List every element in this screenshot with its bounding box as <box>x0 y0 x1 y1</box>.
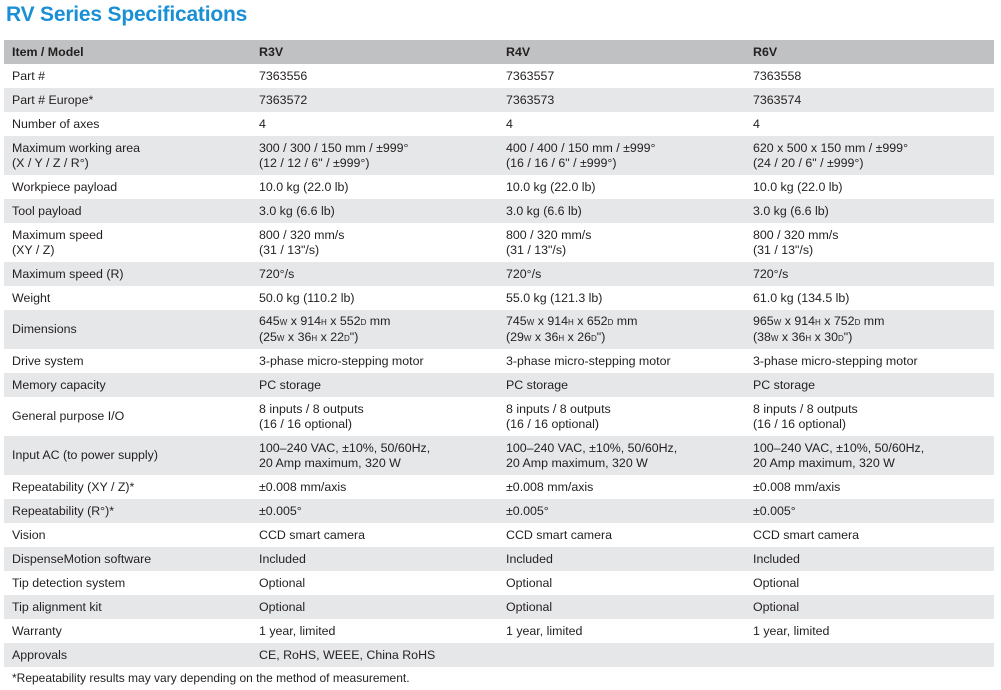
cell-line: 7363557 <box>506 68 555 83</box>
table-body <box>4 64 994 667</box>
cell-r3v <box>251 480 498 495</box>
row-label <box>4 528 251 543</box>
table-header-row <box>4 40 994 64</box>
table-row <box>4 175 994 199</box>
cell-line: (25W x 36H x 22D") <box>259 329 359 344</box>
cell-line: 3-phase micro-stepping motor <box>506 353 671 368</box>
cell-line: (31 / 13"/s) <box>753 242 814 257</box>
cell-line: Workpiece payload <box>12 179 118 194</box>
cell-line: 3-phase micro-stepping motor <box>259 353 424 368</box>
table-row <box>4 619 994 643</box>
cell-r6v <box>745 93 994 108</box>
header-item-model: Item / Model <box>12 44 84 59</box>
cell-line: ±0.005° <box>506 503 549 518</box>
row-label <box>4 378 251 393</box>
cell-line: 645W x 914H x 552D mm <box>259 313 391 328</box>
cell-r3v <box>251 378 498 393</box>
cell-line: Tool payload <box>12 203 82 218</box>
table-row <box>4 286 994 310</box>
cell-line: 1 year, limited <box>259 623 336 638</box>
row-label <box>4 69 251 84</box>
cell-r3v <box>251 69 498 84</box>
cell-line: Number of axes <box>12 116 100 131</box>
cell-line: ±0.008 mm/axis <box>506 479 594 494</box>
cell-line: 55.0 kg (121.3 lb) <box>506 290 603 305</box>
cell-line: Optional <box>753 575 800 590</box>
cell-line: 620 x 500 x 150 mm / ±999° <box>753 140 909 155</box>
cell-r6v <box>745 576 994 591</box>
cell-line: 3.0 kg (6.6 lb) <box>259 203 335 218</box>
cell-r6v <box>745 117 994 132</box>
row-label <box>4 322 251 337</box>
cell-line: Optional <box>259 599 306 614</box>
cell-line: Maximum working area <box>12 140 141 155</box>
table-row <box>4 436 994 475</box>
cell-line: PC storage <box>259 377 321 392</box>
cell-line: 7363574 <box>753 92 802 107</box>
cell-line: Maximum speed <box>12 227 103 242</box>
row-label <box>4 228 251 258</box>
cell-r4v <box>498 354 745 369</box>
header-r3v: R3V <box>259 44 284 59</box>
cell-r3v <box>251 141 498 171</box>
cell-line: Part # Europe* <box>12 92 94 107</box>
cell-line: 100–240 VAC, ±10%, 50/60Hz, <box>506 440 678 455</box>
row-label <box>4 409 251 424</box>
cell-line: PC storage <box>753 377 815 392</box>
cell-line: Input AC (to power supply) <box>12 448 159 462</box>
cell-r4v <box>498 552 745 567</box>
table-row <box>4 595 994 619</box>
cell-r4v <box>498 69 745 84</box>
row-label <box>4 480 251 495</box>
cell-line: 50.0 kg (110.2 lb) <box>259 290 355 305</box>
cell-line: 20 Amp maximum, 320 W <box>259 455 401 470</box>
cell-line: Memory capacity <box>12 377 106 392</box>
cell-r3v <box>251 624 498 639</box>
cell-line: (16 / 16 optional) <box>506 416 599 431</box>
cell-line: Included <box>259 551 306 566</box>
cell-r4v <box>498 600 745 615</box>
cell-line: 400 / 400 / 150 mm / ±999° <box>506 140 656 155</box>
cell-line: 4 <box>506 116 513 131</box>
cell-line: Optional <box>506 599 553 614</box>
cell-r6v <box>745 204 994 219</box>
cell-r4v <box>498 441 745 471</box>
cell-r3v <box>251 402 498 432</box>
cell-line: 800 / 320 mm/s <box>259 227 345 242</box>
row-label <box>4 267 251 282</box>
cell-line: DispenseMotion software <box>12 551 152 566</box>
cell-r6v <box>745 69 994 84</box>
cell-line: 20 Amp maximum, 320 W <box>506 455 648 470</box>
table-row <box>4 112 994 136</box>
row-label <box>4 600 251 615</box>
cell-r6v <box>745 354 994 369</box>
cell-line: (12 / 12 / 6" / ±999°) <box>259 155 370 170</box>
footnote: *Repeatability results may vary depending on the method of measurement. <box>12 671 410 685</box>
cell-r3v <box>251 228 498 258</box>
table-row <box>4 310 994 349</box>
cell-line: (31 / 13"/s) <box>506 242 567 257</box>
cell-line: 7363556 <box>259 68 308 83</box>
cell-line: 300 / 300 / 150 mm / ±999° <box>259 140 409 155</box>
cell-line: Included <box>753 551 800 566</box>
cell-line: 720°/s <box>506 266 542 281</box>
cell-r3v <box>251 354 498 369</box>
cell-line: 61.0 kg (134.5 lb) <box>753 290 850 305</box>
cell-r4v <box>498 141 745 171</box>
cell-line: (24 / 20 / 6" / ±999°) <box>753 155 864 170</box>
table-row <box>4 547 994 571</box>
cell-r3v <box>251 314 498 346</box>
cell-line: Approvals <box>12 647 68 662</box>
cell-line: Included <box>506 551 553 566</box>
cell-r6v <box>745 141 994 171</box>
cell-r6v <box>745 180 994 195</box>
cell-line: CCD smart camera <box>259 527 366 542</box>
cell-line: ±0.008 mm/axis <box>753 479 841 494</box>
table-row <box>4 136 994 175</box>
cell-line: (31 / 13"/s) <box>259 242 320 257</box>
row-label <box>4 624 251 639</box>
header-r6v: R6V <box>753 44 778 59</box>
cell-line: 10.0 kg (22.0 lb) <box>753 179 843 194</box>
cell-r6v <box>745 314 994 346</box>
cell-r6v <box>745 504 994 519</box>
cell-r3v <box>251 528 498 543</box>
cell-r3v <box>251 552 498 567</box>
cell-line: 720°/s <box>753 266 789 281</box>
cell-r3v <box>251 204 498 219</box>
spec-table <box>4 40 994 667</box>
cell-line: 800 / 320 mm/s <box>753 227 839 242</box>
cell-line: Warranty <box>12 623 62 638</box>
cell-line: CE, RoHS, WEEE, China RoHS <box>259 647 436 662</box>
table-row <box>4 643 994 667</box>
cell-r4v <box>498 228 745 258</box>
cell-line: (38W x 36H x 30D") <box>753 329 853 344</box>
cell-line: (16 / 16 optional) <box>259 416 352 431</box>
cell-line: ±0.005° <box>259 503 302 518</box>
cell-line: 7363572 <box>259 92 308 107</box>
table-row <box>4 571 994 595</box>
cell-r4v <box>498 204 745 219</box>
cell-r3v <box>251 648 498 663</box>
cell-line: 3-phase micro-stepping motor <box>753 353 918 368</box>
cell-line: (16 / 16 / 6" / ±999°) <box>506 155 617 170</box>
cell-r6v <box>745 378 994 393</box>
cell-line: 10.0 kg (22.0 lb) <box>259 179 349 194</box>
cell-r6v <box>745 402 994 432</box>
cell-r4v <box>498 504 745 519</box>
cell-line: ±0.008 mm/axis <box>259 479 347 494</box>
cell-line: 3.0 kg (6.6 lb) <box>753 203 829 218</box>
row-label <box>4 504 251 519</box>
row-label <box>4 552 251 567</box>
cell-line: General purpose I/O <box>12 409 125 423</box>
cell-line: Weight <box>12 290 51 305</box>
cell-r3v <box>251 600 498 615</box>
row-label <box>4 204 251 219</box>
cell-line: ±0.005° <box>753 503 796 518</box>
cell-r3v <box>251 93 498 108</box>
cell-r6v <box>745 480 994 495</box>
cell-line: 800 / 320 mm/s <box>506 227 592 242</box>
cell-line: Vision <box>12 527 46 542</box>
cell-r4v <box>498 117 745 132</box>
cell-line: 720°/s <box>259 266 295 281</box>
cell-r3v <box>251 504 498 519</box>
cell-line: PC storage <box>506 377 568 392</box>
cell-r6v <box>745 600 994 615</box>
table-row <box>4 88 994 112</box>
cell-line: Maximum speed (R) <box>12 266 124 281</box>
cell-line: 8 inputs / 8 outputs <box>753 401 858 416</box>
cell-line: 745W x 914H x 652D mm <box>506 313 638 328</box>
cell-r6v <box>745 228 994 258</box>
cell-r6v <box>745 291 994 306</box>
table-row <box>4 499 994 523</box>
cell-r3v <box>251 441 498 471</box>
cell-line: Optional <box>506 575 553 590</box>
row-label <box>4 291 251 306</box>
cell-line: Optional <box>259 575 306 590</box>
cell-line: 20 Amp maximum, 320 W <box>753 455 895 470</box>
row-label <box>4 648 251 663</box>
table-row <box>4 523 994 547</box>
cell-line: 965W x 914H x 752D mm <box>753 313 885 328</box>
cell-line: Optional <box>753 599 800 614</box>
cell-r4v <box>498 378 745 393</box>
row-label <box>4 141 251 171</box>
table-row <box>4 373 994 397</box>
page-title: RV Series Specifications <box>6 3 248 26</box>
table-row <box>4 262 994 286</box>
cell-line: (X / Y / Z / R°) <box>12 155 89 170</box>
cell-line: CCD smart camera <box>506 527 613 542</box>
table-row <box>4 64 994 88</box>
cell-line: 1 year, limited <box>753 623 830 638</box>
cell-r4v <box>498 291 745 306</box>
cell-line: 4 <box>753 116 760 131</box>
cell-r6v <box>745 528 994 543</box>
table-row <box>4 349 994 373</box>
cell-line: (29W x 36H x 26D") <box>506 329 606 344</box>
cell-r3v <box>251 576 498 591</box>
cell-r3v <box>251 117 498 132</box>
cell-r3v <box>251 291 498 306</box>
cell-r4v <box>498 624 745 639</box>
cell-line: Part # <box>12 68 46 83</box>
cell-line: 4 <box>259 116 266 131</box>
cell-r4v <box>498 314 745 346</box>
row-label <box>4 576 251 591</box>
cell-line: 8 inputs / 8 outputs <box>259 401 364 416</box>
row-label <box>4 448 251 463</box>
cell-line: (XY / Z) <box>12 242 55 257</box>
table-row <box>4 199 994 223</box>
cell-line: Tip detection system <box>12 575 126 590</box>
table-row <box>4 223 994 262</box>
cell-r4v <box>498 480 745 495</box>
cell-line: 1 year, limited <box>506 623 583 638</box>
cell-r4v <box>498 93 745 108</box>
table-row <box>4 475 994 499</box>
cell-line: Dimensions <box>12 322 77 336</box>
cell-r6v <box>745 624 994 639</box>
cell-line: 7363558 <box>753 68 802 83</box>
row-label <box>4 117 251 132</box>
cell-line: 3.0 kg (6.6 lb) <box>506 203 582 218</box>
cell-r6v <box>745 441 994 471</box>
cell-line: 7363573 <box>506 92 555 107</box>
cell-line: Repeatability (R°)* <box>12 503 115 518</box>
cell-line: CCD smart camera <box>753 527 860 542</box>
cell-line: Repeatability (XY / Z)* <box>12 479 135 494</box>
header-r4v: R4V <box>506 44 531 59</box>
cell-r4v <box>498 576 745 591</box>
row-label <box>4 180 251 195</box>
cell-line: 100–240 VAC, ±10%, 50/60Hz, <box>259 440 431 455</box>
cell-r4v <box>498 402 745 432</box>
cell-line: 100–240 VAC, ±10%, 50/60Hz, <box>753 440 925 455</box>
cell-r4v <box>498 528 745 543</box>
cell-r4v <box>498 267 745 282</box>
cell-line: 8 inputs / 8 outputs <box>506 401 611 416</box>
cell-r6v <box>745 267 994 282</box>
cell-r3v <box>251 180 498 195</box>
cell-line: Drive system <box>12 353 84 368</box>
cell-line: Tip alignment kit <box>12 599 102 614</box>
cell-line: 10.0 kg (22.0 lb) <box>506 179 596 194</box>
cell-r6v <box>745 552 994 567</box>
table-row <box>4 397 994 436</box>
cell-r4v <box>498 180 745 195</box>
cell-line: (16 / 16 optional) <box>753 416 846 431</box>
row-label <box>4 93 251 108</box>
cell-r3v <box>251 267 498 282</box>
row-label <box>4 354 251 369</box>
